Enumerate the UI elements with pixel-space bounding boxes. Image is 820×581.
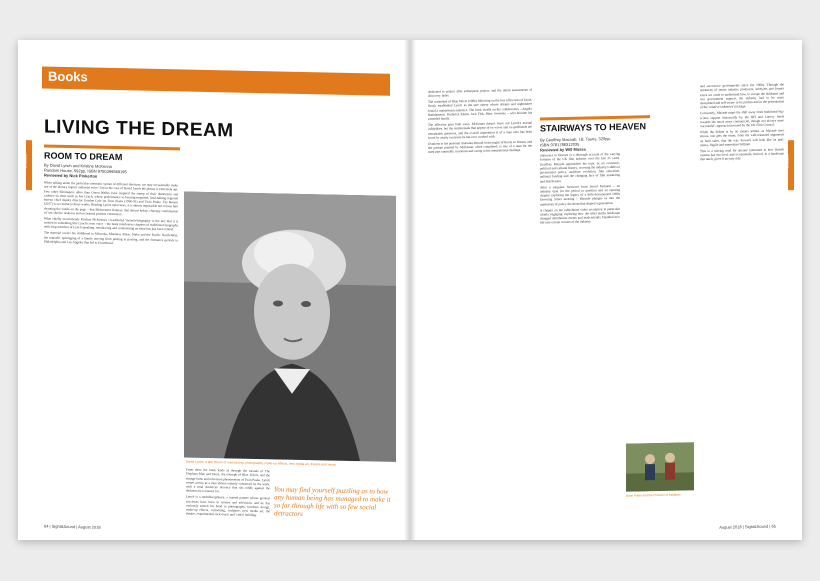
folio-right: August 2018 | Sight&Sound | 65 — [719, 523, 776, 530]
paragraph: While the debate is by no means settled, as Macnab here shows, one gets the sense, from the well-reasoned arguments on both sides, that the way forward will look like its past: messy, fragile and sometimes brilliant. — [700, 128, 784, 147]
pull-quote: You may find yourself puzzling as to how any human being has managed to make it so far through life with so few social detractors — [274, 485, 391, 518]
body-column-3 — [700, 82, 784, 524]
paragraph: and successive governments since the 1980s. Through the testimony of senior industry producers, lobbyists and former execs we come to understand how, to escape the doldrums and win government support, the industry had to be more disciplined and self-aware in its pitches and in the presentation of the 'creative industries' package. — [700, 82, 784, 110]
review-title: STAIRWAYS TO HEAVEN — [540, 115, 650, 133]
side-tab-left — [23, 140, 32, 190]
inset-photo — [626, 442, 694, 491]
side-tab-label: BOOKS — [785, 154, 790, 169]
paragraph: The watershed of Blue Velvet (1986) following on the box office loss of Dune, firmly established Lynch as the rare auteur whose dreams and nightmares found a mainstream audience. The book dwells on the collaborators – Angelo Badalamenti, Frederick Elmes, Jack Fisk, Mary Sweeney – who became his extended family. — [428, 97, 532, 122]
review-reviewer: Reviewed by Will Massa — [540, 146, 586, 153]
paragraph: Lynch is a multidisciplinary, a trained painter whose greatest successes have been in cinema and television, and he has variously turned his hand to photography, furniture design, make-up effects, cartooning, sculpture, new media art, the theatre, experimental rock music and 'video' building. — [186, 494, 270, 518]
magazine-spread — [18, 40, 802, 540]
folio-left: 64 | Sight&Sound | August 2018 — [44, 523, 101, 530]
review-isbn: ISBN 9781788312035 — [540, 141, 580, 148]
right-page — [410, 40, 802, 548]
section-label: Books — [48, 68, 88, 85]
left-page — [18, 40, 410, 548]
review-byline: By Geoffrey Macnab, I.B. Tauris, 320pp, — [540, 136, 611, 143]
paragraph: dedicated to project after subsequent project, and the initial assessments of discovery fades. — [428, 87, 532, 99]
paragraph: This is a stirring read for anyone interested in how British cinema has survived, and occasionally thrived, in a landscape that rarely gives it an easy ride. — [700, 147, 784, 162]
paragraph: What chiefly recommends Kristine McKenna's co-authored 'memoir/biography' is the fact that it is written in something like Lynch's own voice – the book interleaves chapters of traditional biography with long stretches of Lynch speaking, reminiscing and commenting on what has just been related. — [44, 216, 178, 232]
portrait-illustration — [184, 191, 396, 461]
page-headline: LIVING THE DREAM — [44, 116, 234, 142]
review-title: ROOM TO DREAM — [44, 145, 180, 164]
review-publisher: Random House, 592pp, ISBN 9780399589195 — [44, 167, 127, 175]
paragraph: When talking about the particular cinematic syntax of different directors, we may occasionally make use of the literary import 'authorial voice', but in the case of David Lynch the phrase is extremely apt. Few other filmmakers other than Orson Welles have inspired the stamp of their distinction and cadence on their work as has Lynch, whose performance as hearing-impaired, loud-talking regional bureau chief deputy director Gordon Cole on Twin Peaks (1990-91) and Twin Peaks: The Return (2017) is so central to those works. Reading Lynch interviews, it is almost impossible not to hear him dictating the words on the page – that Midwestern flatness, that almost hokey, chirrupy combination of 'aw, shucks' neatness and occasional profane vehemence. — [44, 180, 178, 217]
body-column-2 — [540, 152, 620, 536]
paragraph: The affection goes both ways. McKenna doesn't leave out Lynch's marital infidelities, but the testimonials that appear of ex-wives and ex-girlfriends are remarkably generous, and the overall impression is of a man who has been loved by nearly everyone he has ever worked with. — [428, 120, 532, 140]
side-tab-label: BOOKS — [23, 154, 28, 169]
paragraph: From there the book leads us through the travails of The Elephant Man and Dune, the triumph of Blue Velvet, and the strange fame and television phenomenon of Twin Peaks. Lynch comes across as a man almost entirely consumed by the work, with a rural American decency that sits oddly against the darkness he is known for. — [186, 467, 270, 494]
paragraph: Ovations to his personal charisma abound in the pages of Room to Dream, and the portrait painted by McKenna, when completed, is one of a man for the most part unusually courteous and caring in his interpersonal dealings. — [428, 139, 532, 155]
paragraph: Conversely, Macnab maps the shift away from traditional big-screen support historically by the BFI and Lottery funds towards the much more commercial, though not always more 'successful', approach favoured by the UK Film Council. — [700, 109, 784, 129]
body-column-1 — [428, 88, 532, 530]
review-reviewer: Reviewed by Nick Pinkerton — [44, 172, 98, 179]
photo-caption: David Lynch: a late bloom of outsourcing, photography, make-up effects, new media art, theatre and music — [186, 459, 337, 467]
review-meta — [44, 163, 180, 181]
paragraph: The material covers his childhood in Missoula, Montana, Boise, Idaho and the Pacific North-West, the nomadic upbringing of a family moving from posting to posting, and the formative periods in Philadelphia and Los Angeles that led to Eraserhead. — [44, 230, 178, 245]
inset-caption: Dave Potter and the Prisoner of Azkaban — [626, 492, 681, 498]
paragraph: After a sanguine foreword from David Puttnam – an industry titan for the period in question and an opening chapter exploring the legacy of a little-documented 1990s Downing Street meeting – Macnab plunges us into the maelstrom of policy decisions that shaped a generation. — [540, 183, 620, 207]
section-header-bar — [42, 67, 390, 96]
side-tab-right — [785, 140, 794, 190]
review-meta — [540, 135, 650, 152]
paragraph: Stairways to Heaven is a thorough account of the varying fortunes of the UK film industry over the last 25 years. Geoffrey Macnab approaches his topic as an economic, political and cultural history, covering the industry's shifts in government policy, audience evolution, film education, national funding and the changing face of film marketing and distribution. — [540, 151, 620, 184]
paragraph: A chapter on the cable/home video revolution in particular clearly engaging, exploring how the rebel media landscape changed distribution norms and inadvertently breathed new life into certain corners of the industry. — [540, 206, 620, 225]
review-byline: By David Lynch and Kristine McKenna — [44, 162, 112, 169]
body-column-2 — [186, 468, 270, 536]
inset-illustration — [626, 442, 694, 491]
portrait-photo — [184, 191, 396, 461]
body-column-1 — [44, 181, 178, 524]
